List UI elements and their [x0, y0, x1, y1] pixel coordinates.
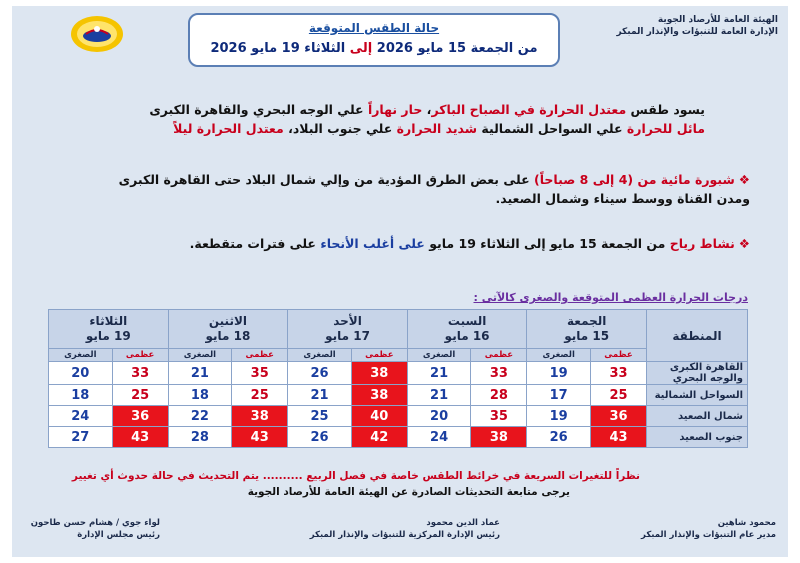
title-box	[188, 13, 560, 67]
min-temp-cell: 19	[527, 406, 591, 427]
table-row	[49, 362, 748, 385]
signature-title: رئيس مجلس الإدارة	[77, 530, 160, 540]
max-temp-cell: 43	[112, 427, 168, 448]
ema-logo-icon	[68, 14, 126, 54]
fog-bullet	[30, 170, 750, 208]
temperature-table	[48, 309, 748, 448]
min-label: الصغرى	[527, 349, 591, 362]
day-date: 19 مايو	[85, 329, 131, 343]
max-temp-cell: 36	[590, 406, 646, 427]
max-temp-cell: 35	[232, 362, 288, 385]
max-temp-cell: 43	[232, 427, 288, 448]
min-temp-cell: 26	[288, 427, 352, 448]
summary-highlight: مائل للحرارة	[626, 121, 705, 136]
wind-text-2: على فترات متقطعة.	[189, 236, 321, 251]
signature-2	[310, 517, 500, 541]
min-temp-cell: 19	[527, 362, 591, 385]
summary-line-1	[65, 100, 705, 119]
summary-highlight: معتدل الحرارة ليلاً	[173, 121, 284, 136]
max-label: عظمى	[471, 349, 527, 362]
max-temp-cell: 25	[232, 385, 288, 406]
min-temp-cell: 17	[527, 385, 591, 406]
day-name: السبت	[447, 314, 487, 328]
max-label: عظمى	[112, 349, 168, 362]
day-header	[407, 310, 527, 349]
organization-name	[608, 14, 778, 38]
update-note	[72, 470, 640, 482]
summary-text: علي جنوب البلاد،	[283, 121, 397, 136]
summary-highlight: حار نهاراً	[367, 102, 423, 117]
min-temp-cell: 18	[168, 385, 232, 406]
min-temp-cell: 20	[407, 406, 471, 427]
max-temp-cell: 43	[590, 427, 646, 448]
summary-line-2	[65, 119, 705, 138]
max-temp-cell: 38	[471, 427, 527, 448]
min-temp-cell: 18	[49, 385, 113, 406]
fog-text-2: ومدن القناة ووسط سيناء وشمال الصعيد.	[495, 191, 750, 206]
day-name: الجمعة	[567, 314, 607, 328]
min-temp-cell: 21	[407, 362, 471, 385]
min-temp-cell: 24	[49, 406, 113, 427]
max-temp-cell: 38	[232, 406, 288, 427]
region-header: المنطقة	[647, 310, 748, 362]
day-name: الأحد	[333, 314, 362, 328]
max-temp-cell: 38	[351, 385, 407, 406]
summary-text: علي السواحل الشمالية	[477, 121, 627, 136]
diamond-bullet-icon: ❖	[738, 172, 750, 187]
summary-highlight: شديد الحرارة	[396, 121, 478, 136]
signature-name: محمود شاهين	[717, 518, 776, 528]
min-temp-cell: 28	[168, 427, 232, 448]
follow-note: يرجى متابعة التحديثات الصادرة عن الهيئة العامة للأرصاد الجوية	[247, 486, 570, 498]
day-date: 18 مايو	[205, 329, 251, 343]
min-temp-cell: 27	[49, 427, 113, 448]
day-date: 15 مايو	[564, 329, 610, 343]
summary-text: ،	[422, 102, 432, 117]
org-line-1: الهيئة العامة للأرصاد الجوية	[657, 15, 778, 25]
fog-text: على بعض الطرق المؤدية من وإلي شمال البلاد حتى القاهرة الكبرى	[118, 172, 534, 187]
signature-1	[641, 517, 776, 541]
day-date: 16 مايو	[444, 329, 490, 343]
day-header	[168, 310, 288, 349]
min-temp-cell: 21	[168, 362, 232, 385]
max-temp-cell: 28	[471, 385, 527, 406]
max-temp-cell: 36	[112, 406, 168, 427]
day-name: الثلاثاء	[89, 314, 128, 328]
min-temp-cell: 22	[168, 406, 232, 427]
region-cell: السواحل الشمالية	[647, 385, 748, 406]
bulletin-title: حالة الطقس المتوقعة	[308, 21, 440, 35]
period-from: من الجمعة 15 مايو 2026	[376, 41, 538, 56]
max-label: عظمى	[351, 349, 407, 362]
weather-summary	[65, 100, 705, 138]
org-line-2: الإدارة العامة للتنبؤات والإنذار المبكر	[616, 27, 778, 37]
day-header	[49, 310, 169, 349]
min-temp-cell: 26	[527, 427, 591, 448]
wind-highlight: نشاط رياح	[669, 236, 735, 251]
signature-3	[31, 517, 160, 541]
signature-name: عماد الدين محمود	[426, 518, 500, 528]
signature-title: مدير عام التنبؤات والإنذار المبكر	[641, 530, 776, 540]
max-temp-cell: 33	[112, 362, 168, 385]
table-row	[49, 427, 748, 448]
max-temp-cell: 42	[351, 427, 407, 448]
max-temp-cell: 25	[590, 385, 646, 406]
update-note-text-2: يتم التحديث في حالة حدوث أي تغيير	[71, 470, 263, 482]
max-temp-cell: 40	[351, 406, 407, 427]
day-header	[527, 310, 647, 349]
min-temp-cell: 26	[288, 362, 352, 385]
min-temp-cell: 21	[288, 385, 352, 406]
min-label: الصغرى	[288, 349, 352, 362]
min-temp-cell: 20	[49, 362, 113, 385]
signature-title: رئيس الإدارة المركزية للتنبؤات والإنذار المبكر	[309, 530, 500, 540]
wind-bullet	[30, 234, 750, 253]
region-cell: شمال الصعيد	[647, 406, 748, 427]
day-header	[288, 310, 408, 349]
max-temp-cell: 25	[112, 385, 168, 406]
period-to-word: إلى	[349, 41, 373, 56]
max-label: عظمى	[232, 349, 288, 362]
table-row	[49, 385, 748, 406]
wind-text: من الجمعة 15 مايو إلى الثلاثاء 19 مايو	[424, 236, 670, 251]
region-cell: القاهرة الكبرى والوجه البحري	[647, 362, 748, 385]
day-name: الاثنين	[208, 314, 247, 328]
period-to: الثلاثاء 19 مايو 2026	[210, 41, 346, 56]
region-cell: جنوب الصعيد	[647, 427, 748, 448]
max-temp-cell: 35	[471, 406, 527, 427]
min-temp-cell: 21	[407, 385, 471, 406]
summary-text: علي الوجه البحري والقاهرة الكبرى	[149, 102, 368, 117]
min-label: الصغرى	[168, 349, 232, 362]
max-temp-cell: 33	[590, 362, 646, 385]
wind-highlight-blue: على أغلب الأنحاء	[320, 236, 425, 251]
day-date: 17 مايو	[325, 329, 370, 343]
max-temp-cell: 33	[471, 362, 527, 385]
max-label: عظمى	[590, 349, 646, 362]
summary-text: يسود طقس	[626, 102, 705, 117]
summary-highlight: معتدل الحرارة في الصباح الباكر	[431, 102, 627, 117]
table-row	[49, 406, 748, 427]
min-label: الصغرى	[49, 349, 113, 362]
update-note-text: نظراً للتغيرات السريعة في خرائط الطقس خاصة في فصل الربيع ..........	[262, 470, 640, 482]
table-caption: درجات الحرارة العظمى المتوقعة والصغرى كالآتى :	[473, 291, 748, 304]
min-temp-cell: 25	[288, 406, 352, 427]
min-temp-cell: 24	[407, 427, 471, 448]
min-label: الصغرى	[407, 349, 471, 362]
signature-name: لواء جوي / هشام حسن طاحون	[30, 518, 160, 528]
fog-highlight: شبورة مائية من (4 إلى 8 صباحاً)	[534, 172, 735, 187]
bulletin-period	[190, 41, 558, 56]
max-temp-cell: 38	[351, 362, 407, 385]
diamond-bullet-icon: ❖	[738, 236, 750, 251]
